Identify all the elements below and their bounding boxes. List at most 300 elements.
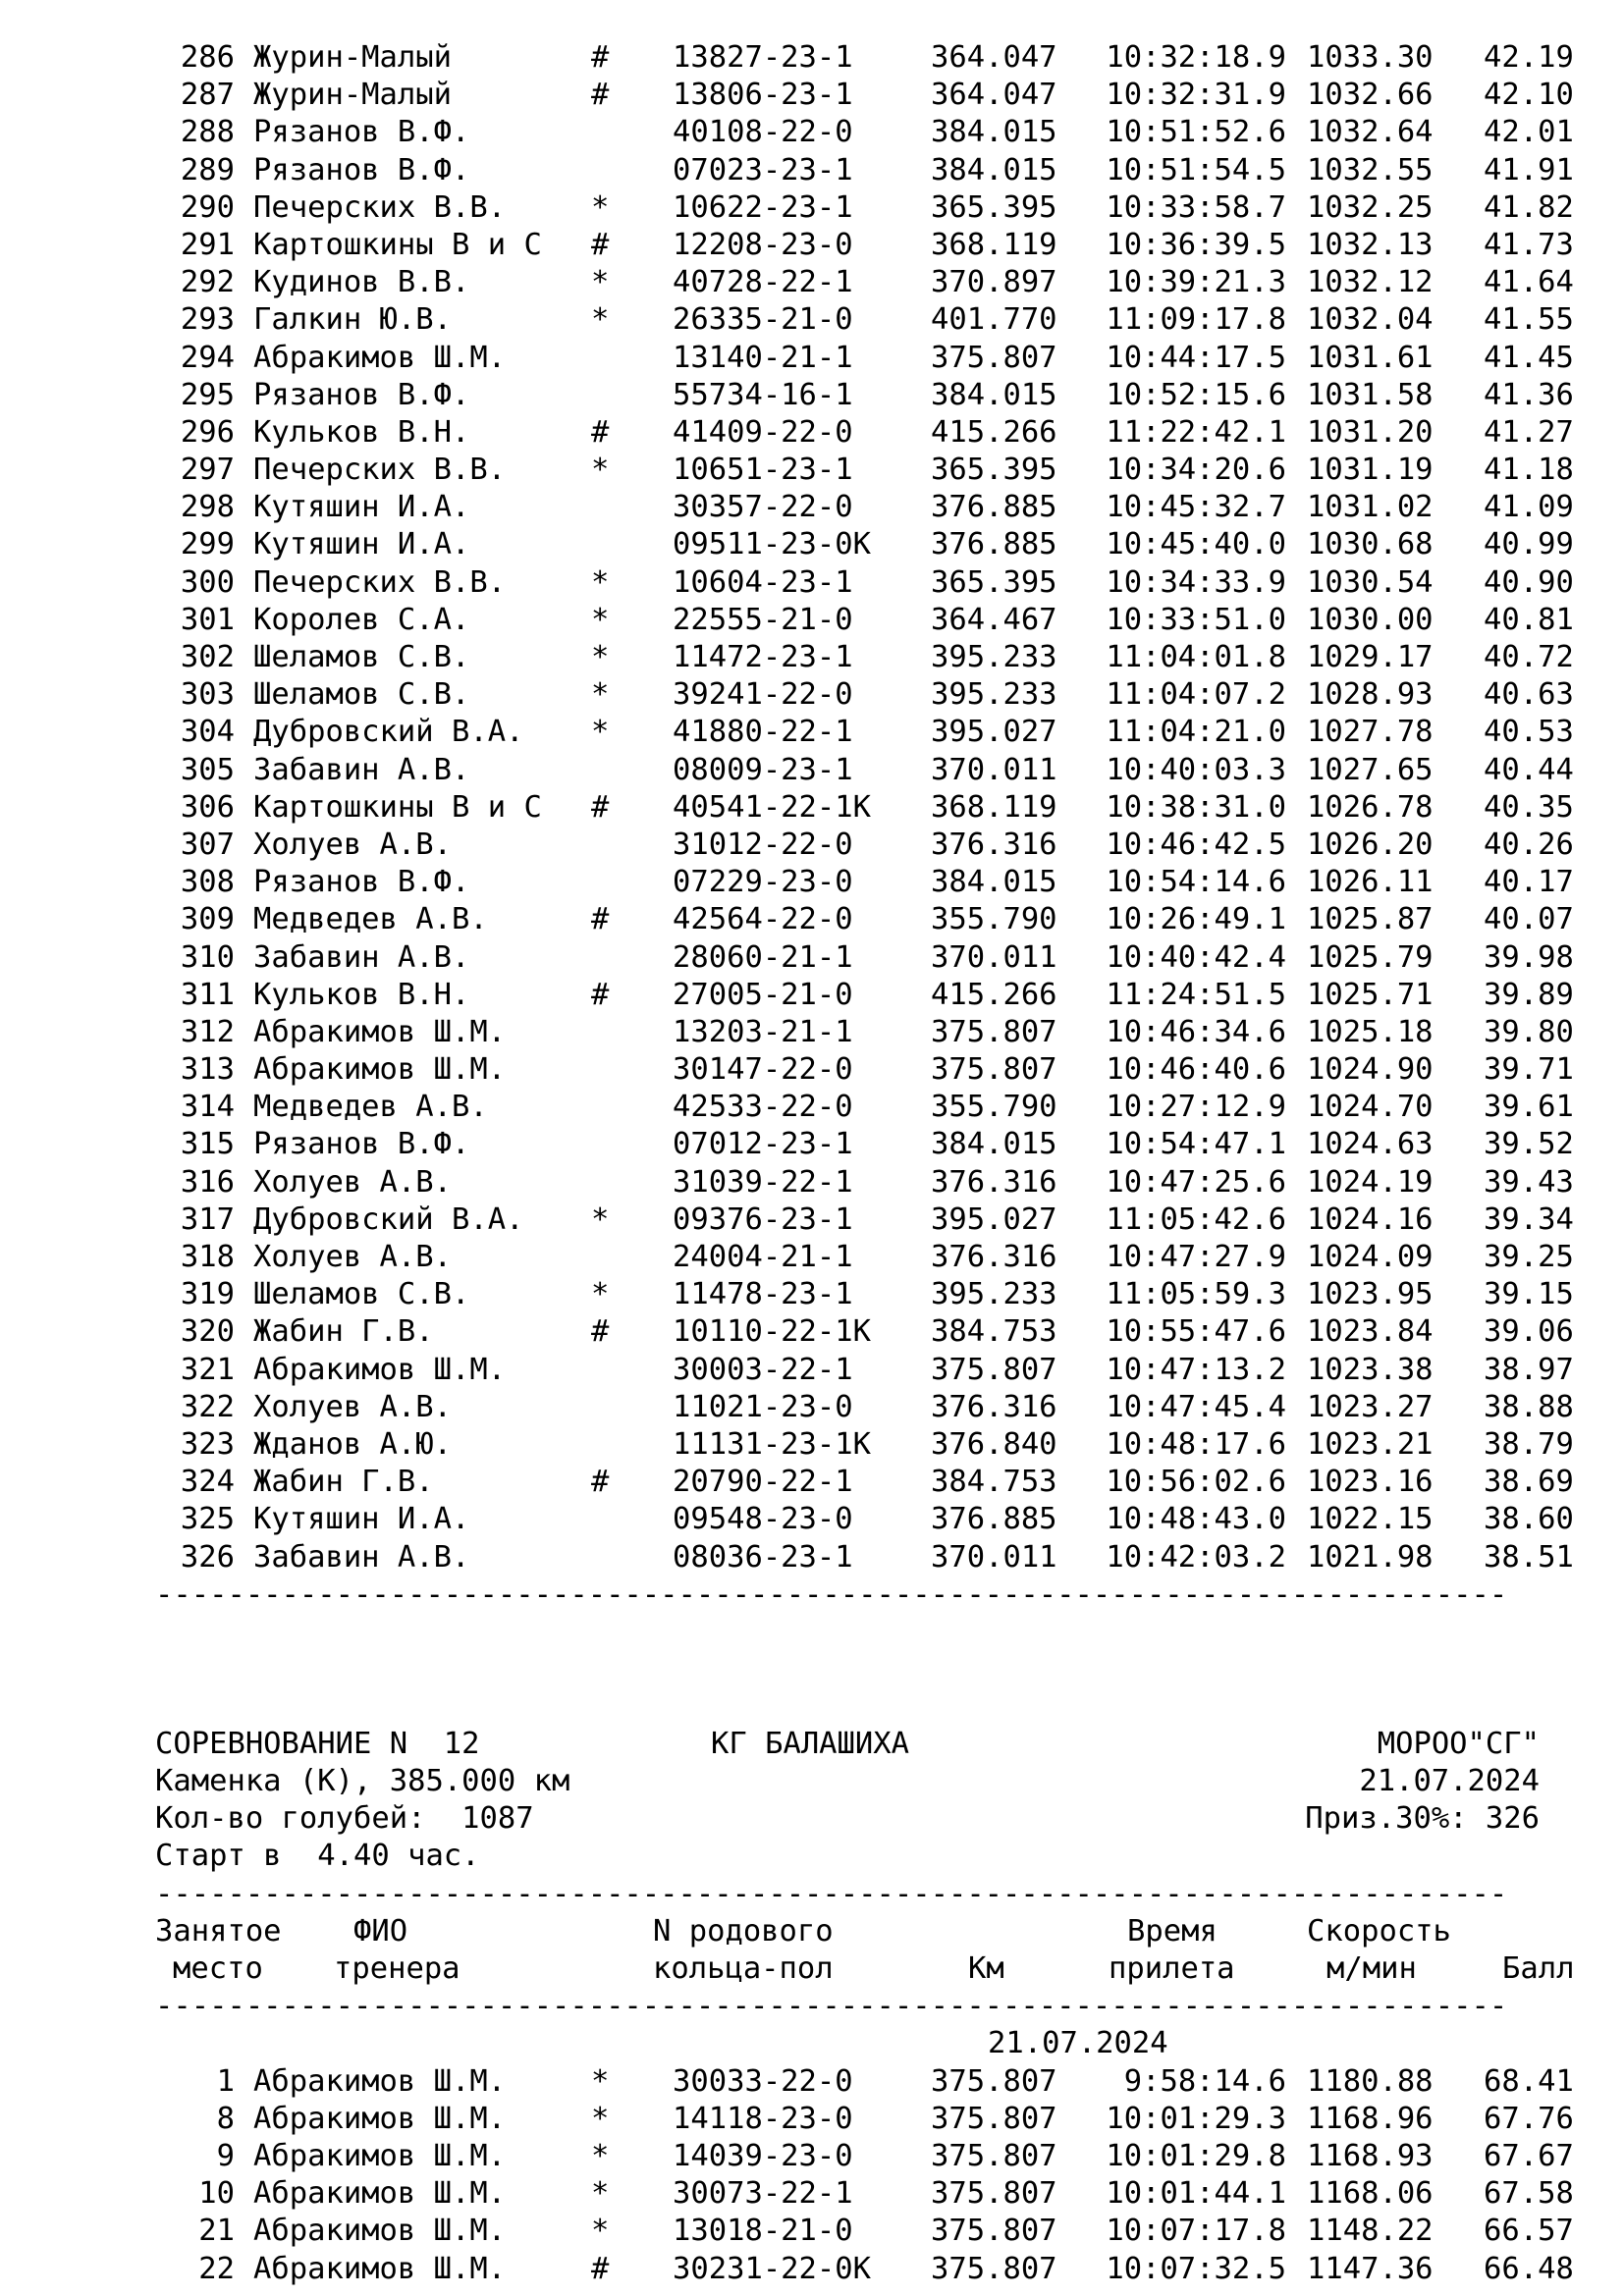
cell-marker: * <box>591 602 610 637</box>
cell-distance-km: 370.011 <box>931 752 1057 787</box>
cell-arrival-time: 10:01:29.8 <box>1106 2138 1286 2173</box>
cell-trainer-name: Картошкины В и С <box>253 789 542 825</box>
table-row <box>0 1051 1624 1089</box>
cell-distance-km: 376.840 <box>931 1426 1057 1462</box>
cell-ring-number: 42533-22-0 <box>673 1090 853 1125</box>
cell-ring-number: 39241-22-0 <box>673 677 853 713</box>
cell-arrival-time: 10:32:18.9 <box>1106 40 1286 75</box>
table-row <box>0 1089 1624 1126</box>
cell-trainer-name: Кульков В.Н. <box>253 414 470 450</box>
cell-speed: 1025.71 <box>1307 977 1434 1012</box>
cell-place: 8 <box>216 2101 235 2136</box>
table-row <box>0 676 1624 714</box>
cell-distance-km: 355.790 <box>931 1090 1057 1125</box>
cell-ring-number: 13140-21-1 <box>673 340 853 375</box>
cell-place: 300 <box>180 564 235 600</box>
cell-speed: 1032.04 <box>1307 302 1434 338</box>
table-row <box>0 2101 1624 2138</box>
cell-score: 41.18 <box>1484 453 1574 488</box>
table-row <box>0 1164 1624 1201</box>
cell-arrival-time: 10:39:21.3 <box>1106 265 1286 300</box>
table-row <box>0 789 1624 827</box>
cell-trainer-name: Рязанов В.Ф. <box>253 865 470 900</box>
cell-speed: 1032.55 <box>1307 152 1434 187</box>
cell-arrival-time: 11:04:21.0 <box>1106 715 1286 750</box>
cell-ring-number: 40108-22-0 <box>673 115 853 150</box>
cell-arrival-time: 10:47:25.6 <box>1106 1164 1286 1200</box>
cell-score: 40.72 <box>1484 640 1574 674</box>
cell-place: 293 <box>180 302 235 338</box>
cell-ring-number: 26335-21-0 <box>673 302 853 338</box>
table-row <box>0 2251 1624 2288</box>
cell-trainer-name: Абракимов Ш.М. <box>253 2176 507 2212</box>
cell-marker: # <box>591 902 610 937</box>
cell-place: 306 <box>180 789 235 825</box>
cell-place: 22 <box>198 2251 235 2286</box>
cell-marker: * <box>591 715 610 750</box>
cell-marker: * <box>591 1201 610 1237</box>
cell-speed: 1148.22 <box>1307 2214 1434 2249</box>
cell-ring-number: 40728-22-1 <box>673 265 853 300</box>
cell-ring-number: 40541-22-1K <box>673 789 871 825</box>
cell-score: 41.09 <box>1484 490 1574 525</box>
table-row <box>0 2175 1624 2213</box>
cell-trainer-name: Абракимов Ш.М. <box>253 1052 507 1088</box>
table-row <box>0 1501 1624 1538</box>
cell-trainer-name: Картошкины В и С <box>253 227 542 262</box>
cell-trainer-name: Дубровский В.А. <box>253 715 524 750</box>
cell-distance-km: 375.807 <box>931 2214 1057 2249</box>
cell-speed: 1021.98 <box>1307 1539 1434 1575</box>
cell-distance-km: 384.015 <box>931 115 1057 150</box>
competition-location: Каменка (К), 385.000 км <box>155 1764 570 1799</box>
col-score-header: Балл <box>1502 1951 1575 1986</box>
cell-trainer-name: Шеламов С.В. <box>253 640 470 674</box>
cell-ring-number: 41880-22-1 <box>673 715 853 750</box>
cell-ring-number: 07229-23-0 <box>673 865 853 900</box>
cell-ring-number: 07023-23-1 <box>673 152 853 187</box>
cell-place: 305 <box>180 752 235 787</box>
cell-arrival-time: 10:26:49.1 <box>1106 902 1286 937</box>
cell-distance-km: 355.790 <box>931 902 1057 937</box>
cell-arrival-time: 10:46:40.6 <box>1106 1052 1286 1088</box>
cell-arrival-time: 10:47:45.4 <box>1106 1389 1286 1424</box>
cell-distance-km: 384.753 <box>931 1314 1057 1350</box>
table-row <box>0 2063 1624 2101</box>
table-row <box>0 864 1624 901</box>
table-row <box>0 564 1624 602</box>
cell-place: 312 <box>180 1014 235 1049</box>
cell-place: 317 <box>180 1201 235 1237</box>
cell-marker: * <box>591 1277 610 1312</box>
cell-arrival-time: 10:46:42.5 <box>1106 827 1286 862</box>
cell-speed: 1023.38 <box>1307 1352 1434 1387</box>
prize-count: Приз.30%: 326 <box>1305 1801 1540 1837</box>
cell-score: 67.58 <box>1484 2176 1574 2212</box>
cell-marker: # <box>591 1314 610 1350</box>
cell-place: 287 <box>180 78 235 113</box>
cell-score: 41.36 <box>1484 377 1574 412</box>
competition-header-row-4 <box>0 1838 1624 1875</box>
cell-place: 286 <box>180 40 235 75</box>
cell-ring-number: 13018-21-0 <box>673 2214 853 2249</box>
cell-speed: 1024.90 <box>1307 1052 1434 1088</box>
table-row <box>0 1426 1624 1464</box>
cell-place: 9 <box>216 2138 235 2173</box>
cell-distance-km: 395.233 <box>931 640 1057 674</box>
cell-marker: # <box>591 1465 610 1500</box>
cell-speed: 1028.93 <box>1307 677 1434 713</box>
day-label: 21.07.2024 <box>988 2026 1168 2061</box>
cell-score: 41.45 <box>1484 340 1574 375</box>
separator-line <box>0 1988 1624 2025</box>
cell-place: 299 <box>180 527 235 562</box>
cell-trainer-name: Кудинов В.В. <box>253 265 470 300</box>
cell-speed: 1024.19 <box>1307 1164 1434 1200</box>
bird-count: Кол-во голубей: 1087 <box>155 1801 534 1837</box>
cell-distance-km: 370.011 <box>931 1539 1057 1575</box>
cell-arrival-time: 11:04:01.8 <box>1106 640 1286 674</box>
cell-arrival-time: 11:05:42.6 <box>1106 1201 1286 1237</box>
cell-arrival-time: 10:32:31.9 <box>1106 78 1286 113</box>
results-table <box>0 2063 1624 2288</box>
col-place-header: Занятое <box>155 1913 282 1949</box>
cell-score: 38.88 <box>1484 1389 1574 1424</box>
cell-score: 40.44 <box>1484 752 1574 787</box>
cell-speed: 1023.95 <box>1307 1277 1434 1312</box>
cell-distance-km: 365.395 <box>931 453 1057 488</box>
cell-distance-km: 365.395 <box>931 189 1057 225</box>
cell-arrival-time: 10:44:17.5 <box>1106 340 1286 375</box>
day-label-row <box>0 2025 1624 2062</box>
cell-score: 40.17 <box>1484 865 1574 900</box>
cell-distance-km: 384.015 <box>931 1127 1057 1162</box>
cell-speed: 1180.88 <box>1307 2063 1434 2099</box>
cell-marker: # <box>591 2251 610 2286</box>
club-name: КГ БАЛАШИХА <box>711 1726 909 1761</box>
cell-arrival-time: 10:47:13.2 <box>1106 1352 1286 1387</box>
cell-trainer-name: Холуев А.В. <box>253 1389 452 1424</box>
cell-trainer-name: Рязанов В.Ф. <box>253 1127 470 1162</box>
cell-marker: * <box>591 640 610 674</box>
table-row <box>0 452 1624 489</box>
cell-speed: 1031.19 <box>1307 453 1434 488</box>
cell-speed: 1032.13 <box>1307 227 1434 262</box>
cell-trainer-name: Холуев А.В. <box>253 1164 452 1200</box>
cell-arrival-time: 10:51:54.5 <box>1106 152 1286 187</box>
cell-ring-number: 12208-23-0 <box>673 227 853 262</box>
table-row <box>0 1126 1624 1163</box>
separator: --------------------------------------------------------------------------- <box>155 1576 1508 1612</box>
cell-arrival-time: 10:40:42.4 <box>1106 939 1286 975</box>
cell-trainer-name: Шеламов С.В. <box>253 677 470 713</box>
cell-speed: 1030.54 <box>1307 564 1434 600</box>
table-row <box>0 901 1624 938</box>
col-fio-header-2: тренера <box>334 1951 460 1986</box>
cell-distance-km: 370.011 <box>931 939 1057 975</box>
cell-score: 39.34 <box>1484 1201 1574 1237</box>
cell-score: 41.27 <box>1484 414 1574 450</box>
cell-marker: * <box>591 2101 610 2136</box>
cell-place: 303 <box>180 677 235 713</box>
cell-distance-km: 395.027 <box>931 715 1057 750</box>
cell-place: 310 <box>180 939 235 975</box>
cell-arrival-time: 10:45:32.7 <box>1106 490 1286 525</box>
competition-header-row-3 <box>0 1800 1624 1838</box>
cell-trainer-name: Холуев А.В. <box>253 1240 452 1274</box>
cell-speed: 1025.79 <box>1307 939 1434 975</box>
cell-speed: 1031.61 <box>1307 340 1434 375</box>
cell-ring-number: 13806-23-1 <box>673 78 853 113</box>
cell-place: 301 <box>180 602 235 637</box>
col-time-header-2: прилета <box>1109 1951 1235 1986</box>
cell-place: 291 <box>180 227 235 262</box>
cell-place: 288 <box>180 115 235 150</box>
cell-distance-km: 401.770 <box>931 302 1057 338</box>
cell-speed: 1030.68 <box>1307 527 1434 562</box>
cell-place: 295 <box>180 377 235 412</box>
cell-trainer-name: Жданов А.Ю. <box>253 1426 452 1462</box>
cell-distance-km: 375.807 <box>931 2251 1057 2286</box>
cell-arrival-time: 10:01:44.1 <box>1106 2176 1286 2212</box>
cell-place: 1 <box>216 2063 235 2099</box>
cell-arrival-time: 10:27:12.9 <box>1106 1090 1286 1125</box>
cell-trainer-name: Кутяшин И.А. <box>253 490 470 525</box>
cell-distance-km: 376.885 <box>931 527 1057 562</box>
cell-trainer-name: Жабин Г.В. <box>253 1465 434 1500</box>
cell-place: 320 <box>180 1314 235 1350</box>
cell-ring-number: 31039-22-1 <box>673 1164 853 1200</box>
cell-score: 40.35 <box>1484 789 1574 825</box>
cell-trainer-name: Медведев А.В. <box>253 902 488 937</box>
cell-score: 42.10 <box>1484 78 1574 113</box>
cell-score: 41.55 <box>1484 302 1574 338</box>
cell-arrival-time: 10:47:27.9 <box>1106 1240 1286 1274</box>
table-row <box>0 77 1624 114</box>
table-row <box>0 114 1624 151</box>
cell-ring-number: 11021-23-0 <box>673 1389 853 1424</box>
table-row <box>0 189 1624 227</box>
cell-speed: 1032.12 <box>1307 265 1434 300</box>
cell-ring-number: 10622-23-1 <box>673 189 853 225</box>
cell-distance-km: 395.027 <box>931 1201 1057 1237</box>
cell-score: 40.63 <box>1484 677 1574 713</box>
cell-arrival-time: 10:54:47.1 <box>1106 1127 1286 1162</box>
cell-marker: * <box>591 265 610 300</box>
cell-marker: * <box>591 2214 610 2249</box>
cell-distance-km: 375.807 <box>931 2176 1057 2212</box>
table-row <box>0 227 1624 264</box>
cell-ring-number: 07012-23-1 <box>673 1127 853 1162</box>
cell-trainer-name: Рязанов В.Ф. <box>253 115 470 150</box>
column-header-row-1 <box>0 1913 1624 1950</box>
cell-distance-km: 375.807 <box>931 2101 1057 2136</box>
cell-score: 38.79 <box>1484 1426 1574 1462</box>
table-row <box>0 301 1624 339</box>
table-row <box>0 714 1624 751</box>
cell-score: 40.07 <box>1484 902 1574 937</box>
cell-speed: 1168.96 <box>1307 2101 1434 2136</box>
cell-distance-km: 384.015 <box>931 152 1057 187</box>
cell-marker: * <box>591 2063 610 2099</box>
cell-distance-km: 375.807 <box>931 1014 1057 1049</box>
cell-distance-km: 370.897 <box>931 265 1057 300</box>
cell-score: 39.61 <box>1484 1090 1574 1125</box>
cell-trainer-name: Медведев А.В. <box>253 1090 488 1125</box>
cell-score: 39.98 <box>1484 939 1574 975</box>
cell-place: 21 <box>198 2214 235 2249</box>
cell-ring-number: 24004-21-1 <box>673 1240 853 1274</box>
table-row <box>0 1352 1624 1389</box>
table-row <box>0 414 1624 452</box>
cell-distance-km: 375.807 <box>931 2138 1057 2173</box>
cell-arrival-time: 9:58:14.6 <box>1123 2063 1286 2099</box>
cell-ring-number: 13203-21-1 <box>673 1014 853 1049</box>
cell-speed: 1025.18 <box>1307 1014 1434 1049</box>
cell-trainer-name: Журин-Малый <box>253 78 452 113</box>
table-row <box>0 39 1624 77</box>
cell-speed: 1147.36 <box>1307 2251 1434 2286</box>
cell-place: 321 <box>180 1352 235 1387</box>
cell-speed: 1024.16 <box>1307 1201 1434 1237</box>
cell-place: 304 <box>180 715 235 750</box>
cell-place: 326 <box>180 1539 235 1575</box>
table-row <box>0 977 1624 1014</box>
cell-trainer-name: Шеламов С.В. <box>253 1277 470 1312</box>
cell-trainer-name: Забавин А.В. <box>253 752 470 787</box>
cell-arrival-time: 10:48:17.6 <box>1106 1426 1286 1462</box>
table-row <box>0 639 1624 676</box>
cell-distance-km: 384.753 <box>931 1465 1057 1500</box>
cell-trainer-name: Журин-Малый <box>253 40 452 75</box>
cell-place: 289 <box>180 152 235 187</box>
cell-place: 325 <box>180 1502 235 1537</box>
organization-name: МОРОО"СГ" <box>1377 1726 1540 1761</box>
cell-trainer-name: Абракимов Ш.М. <box>253 1352 507 1387</box>
cell-ring-number: 27005-21-0 <box>673 977 853 1012</box>
cell-speed: 1168.93 <box>1307 2138 1434 2173</box>
cell-arrival-time: 10:33:51.0 <box>1106 602 1286 637</box>
cell-trainer-name: Кульков В.Н. <box>253 977 470 1012</box>
cell-speed: 1026.78 <box>1307 789 1434 825</box>
cell-distance-km: 376.885 <box>931 1502 1057 1537</box>
cell-place: 10 <box>198 2176 235 2212</box>
cell-score: 40.53 <box>1484 715 1574 750</box>
cell-arrival-time: 10:52:15.6 <box>1106 377 1286 412</box>
table-row <box>0 2138 1624 2175</box>
cell-score: 39.89 <box>1484 977 1574 1012</box>
cell-marker: # <box>591 40 610 75</box>
cell-ring-number: 55734-16-1 <box>673 377 853 412</box>
cell-distance-km: 364.467 <box>931 602 1057 637</box>
cell-speed: 1023.16 <box>1307 1465 1434 1500</box>
cell-arrival-time: 11:05:59.3 <box>1106 1277 1286 1312</box>
col-speed-header: Скорость <box>1307 1913 1451 1949</box>
table-row <box>0 1464 1624 1501</box>
previous-results-table <box>0 39 1624 1576</box>
cell-arrival-time: 10:45:40.0 <box>1106 527 1286 562</box>
cell-arrival-time: 10:54:14.6 <box>1106 865 1286 900</box>
cell-marker: # <box>591 227 610 262</box>
cell-distance-km: 415.266 <box>931 977 1057 1012</box>
cell-place: 323 <box>180 1426 235 1462</box>
cell-speed: 1029.17 <box>1307 640 1434 674</box>
cell-place: 311 <box>180 977 235 1012</box>
spacer <box>0 1614 1624 1726</box>
table-row <box>0 1389 1624 1426</box>
cell-arrival-time: 10:55:47.6 <box>1106 1314 1286 1350</box>
cell-place: 319 <box>180 1277 235 1312</box>
cell-marker: * <box>591 564 610 600</box>
cell-place: 290 <box>180 189 235 225</box>
cell-distance-km: 376.316 <box>931 1240 1057 1274</box>
cell-ring-number: 11478-23-1 <box>673 1277 853 1312</box>
cell-distance-km: 384.015 <box>931 865 1057 900</box>
table-row <box>0 939 1624 977</box>
table-row <box>0 340 1624 377</box>
cell-arrival-time: 10:01:29.3 <box>1106 2101 1286 2136</box>
cell-distance-km: 376.316 <box>931 1389 1057 1424</box>
cell-score: 42.01 <box>1484 115 1574 150</box>
cell-ring-number: 20790-22-1 <box>673 1465 853 1500</box>
cell-distance-km: 415.266 <box>931 414 1057 450</box>
cell-score: 66.48 <box>1484 2251 1574 2286</box>
cell-ring-number: 31012-22-0 <box>673 827 853 862</box>
table-row <box>0 827 1624 864</box>
cell-speed: 1023.27 <box>1307 1389 1434 1424</box>
competition-header-row-2 <box>0 1763 1624 1800</box>
cell-arrival-time: 10:34:20.6 <box>1106 453 1286 488</box>
cell-distance-km: 376.316 <box>931 1164 1057 1200</box>
cell-ring-number: 09511-23-0K <box>673 527 871 562</box>
table-row <box>0 1239 1624 1276</box>
cell-speed: 1027.65 <box>1307 752 1434 787</box>
cell-score: 39.71 <box>1484 1052 1574 1088</box>
table-row <box>0 1201 1624 1239</box>
cell-speed: 1030.00 <box>1307 602 1434 637</box>
cell-marker: # <box>591 78 610 113</box>
table-row <box>0 152 1624 189</box>
cell-score: 38.51 <box>1484 1539 1574 1575</box>
cell-trainer-name: Забавин А.В. <box>253 939 470 975</box>
cell-speed: 1025.87 <box>1307 902 1434 937</box>
cell-place: 309 <box>180 902 235 937</box>
cell-trainer-name: Холуев А.В. <box>253 827 452 862</box>
cell-speed: 1032.25 <box>1307 189 1434 225</box>
cell-score: 39.25 <box>1484 1240 1574 1274</box>
cell-arrival-time: 10:51:52.6 <box>1106 115 1286 150</box>
cell-place: 316 <box>180 1164 235 1200</box>
cell-distance-km: 375.807 <box>931 340 1057 375</box>
cell-trainer-name: Жабин Г.В. <box>253 1314 434 1350</box>
col-time-header: Время <box>1127 1913 1218 1949</box>
cell-distance-km: 375.807 <box>931 1352 1057 1387</box>
cell-trainer-name: Абракимов Ш.М. <box>253 2138 507 2173</box>
cell-distance-km: 395.233 <box>931 677 1057 713</box>
cell-speed: 1023.84 <box>1307 1314 1434 1350</box>
cell-trainer-name: Абракимов Ш.М. <box>253 340 507 375</box>
cell-score: 67.76 <box>1484 2101 1574 2136</box>
cell-ring-number: 13827-23-1 <box>673 40 853 75</box>
cell-arrival-time: 11:24:51.5 <box>1106 977 1286 1012</box>
cell-score: 67.67 <box>1484 2138 1574 2173</box>
cell-speed: 1033.30 <box>1307 40 1434 75</box>
cell-arrival-time: 10:07:32.5 <box>1106 2251 1286 2286</box>
cell-speed: 1027.78 <box>1307 715 1434 750</box>
cell-ring-number: 14039-23-0 <box>673 2138 853 2173</box>
cell-ring-number: 30073-22-1 <box>673 2176 853 2212</box>
cell-speed: 1026.20 <box>1307 827 1434 862</box>
